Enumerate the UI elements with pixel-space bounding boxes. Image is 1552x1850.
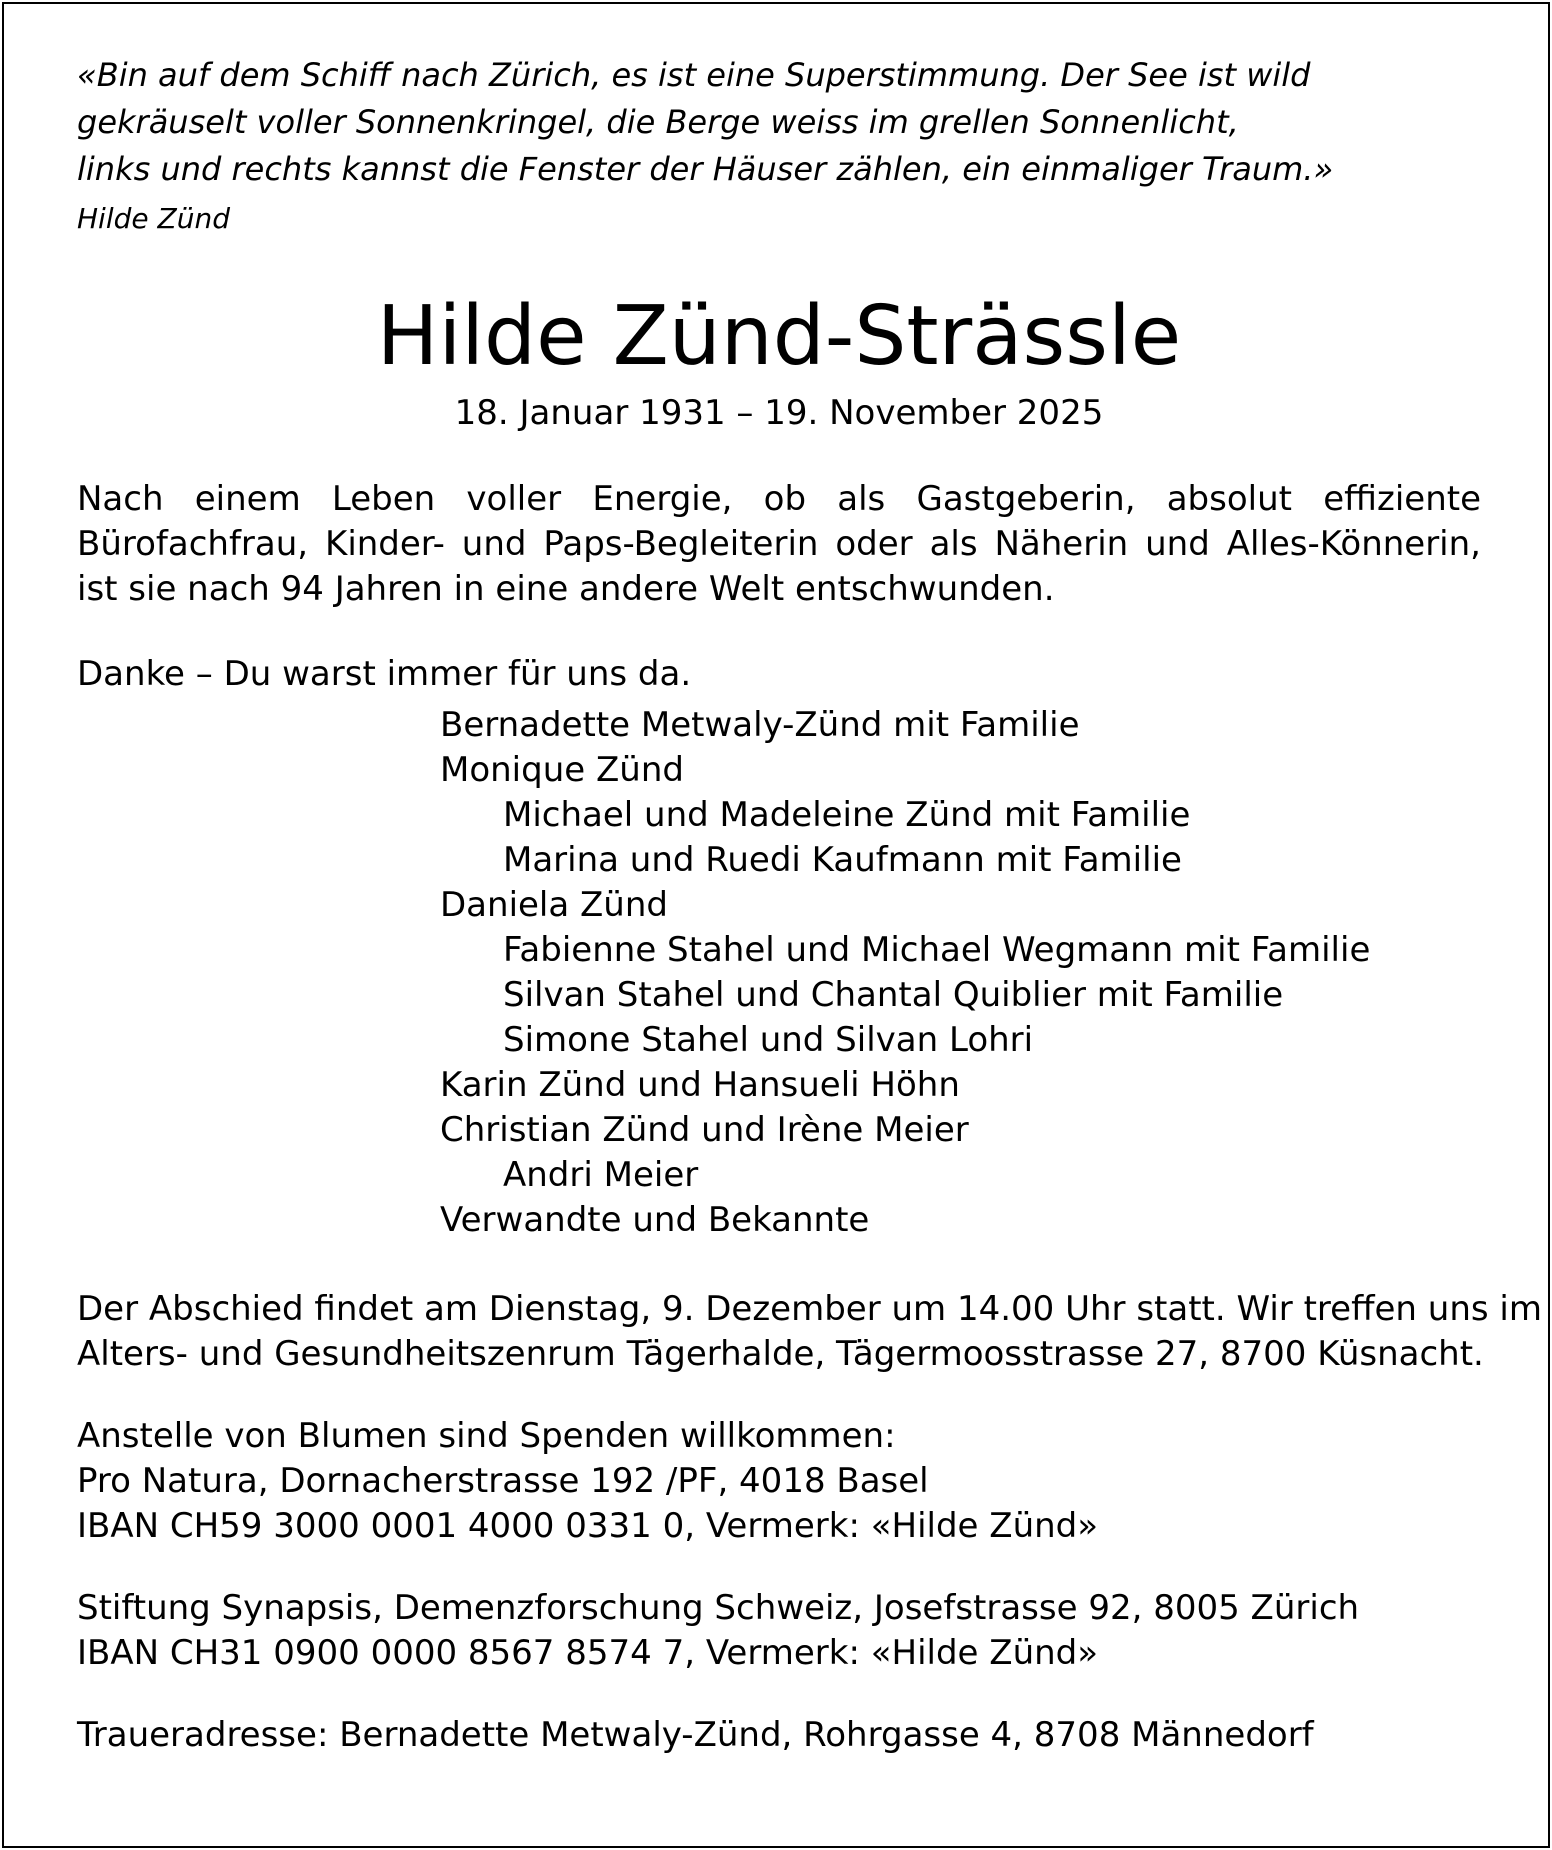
intro-paragraph: Nach einem Leben voller Energie, ob als Gastgeberin, absolut effiziente Bürofachfrau, Kinder- und Paps-Begleiterin oder als Näherin und Alles-Könnerin, ist sie nach 94 Jahren in eine andere Welt entschwunden. bbox=[77, 479, 1481, 609]
family-member: Karin Zünd und Hansueli Höhn bbox=[440, 1065, 960, 1105]
family-member: Christian Zünd und Irène Meier bbox=[440, 1110, 969, 1150]
family-member: Fabienne Stahel und Michael Wegmann mit Familie bbox=[503, 930, 1371, 970]
quote-line: links und rechts kannst die Fenster der Häuser zählen, ein einmaliger Traum.» bbox=[77, 150, 1334, 188]
family-list bbox=[440, 703, 1481, 1243]
donations-paragraph bbox=[77, 1414, 1481, 1549]
family-member: Marina und Ruedi Kaufmann mit Familie bbox=[503, 840, 1182, 880]
synapsis-paragraph bbox=[77, 1586, 1481, 1676]
family-member: Simone Stahel und Silvan Lohri bbox=[503, 1020, 1034, 1060]
synapsis-address: Stiftung Synapsis, Demenzforschung Schweiz, Josefstrasse 92, 8005 Zürich bbox=[77, 1588, 1360, 1628]
quote-line: gekräuselt voller Sonnenkringel, die Berge weiss im grellen Sonnenlicht, bbox=[77, 103, 1239, 141]
thanks-line: Danke – Du warst immer für uns da. bbox=[77, 654, 692, 694]
pro-natura-address: Pro Natura, Dornacherstrasse 192 /PF, 4018 Basel bbox=[77, 1461, 929, 1501]
family-member: Silvan Stahel und Chantal Quiblier mit Familie bbox=[503, 975, 1284, 1015]
donations-intro: Anstelle von Blumen sind Spenden willkommen: bbox=[77, 1416, 896, 1456]
family-member: Bernadette Metwaly-Zünd mit Familie bbox=[440, 705, 1080, 745]
family-member: Daniela Zünd bbox=[440, 885, 668, 925]
notice-content bbox=[77, 52, 1542, 1758]
synapsis-iban: IBAN CH31 0900 0000 8567 8574 7, Vermerk: «Hilde Zünd» bbox=[77, 1633, 1099, 1673]
quote bbox=[77, 52, 1481, 193]
obituary-notice bbox=[2, 2, 1550, 1848]
quote-author: Hilde Zünd bbox=[77, 202, 230, 235]
deceased-name: Hilde Zünd-Strässle bbox=[376, 289, 1182, 384]
farewell-line: Der Abschied findet am Dienstag, 9. Dezember um 14.00 Uhr statt. Wir treffen uns im bbox=[77, 1289, 1542, 1329]
family-member: Monique Zünd bbox=[440, 750, 684, 790]
life-dates: 18. Januar 1931 – 19. November 2025 bbox=[454, 393, 1104, 433]
family-member: Michael und Madeleine Zünd mit Familie bbox=[503, 795, 1191, 835]
family-member: Andri Meier bbox=[503, 1155, 699, 1195]
farewell-paragraph bbox=[77, 1287, 1542, 1377]
pro-natura-iban: IBAN CH59 3000 0001 4000 0331 0, Vermerk: «Hilde Zünd» bbox=[77, 1506, 1099, 1546]
mourning-address: Traueradresse: Bernadette Metwaly-Zünd, Rohrgasse 4, 8708 Männedorf bbox=[77, 1715, 1314, 1755]
quote-line: «Bin auf dem Schiff nach Zürich, es ist eine Superstimmung. Der See ist wild bbox=[77, 56, 1311, 94]
farewell-line: Alters- und Gesundheitszenrum Tägerhalde, Tägermoosstrasse 27, 8700 Küsnacht. bbox=[77, 1334, 1484, 1374]
family-member: Verwandte und Bekannte bbox=[440, 1200, 870, 1240]
